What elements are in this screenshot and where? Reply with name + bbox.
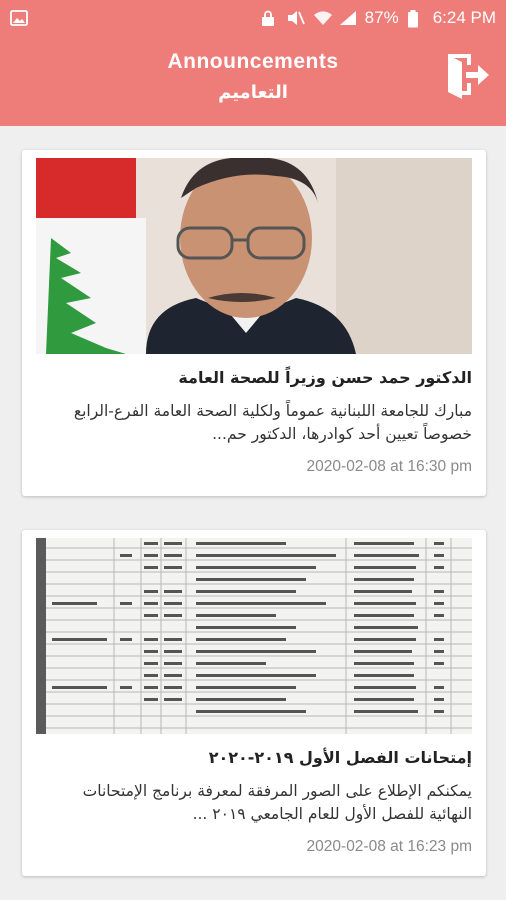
exit-door-icon: [444, 51, 490, 103]
announcement-date: 2020-02-08 at 16:30 pm: [306, 458, 472, 475]
app-bar: [0, 36, 506, 126]
signal-icon: [339, 10, 357, 26]
battery-icon: [407, 10, 425, 26]
clock: 6:24 PM: [432, 8, 496, 27]
announcement-excerpt: يمكنكم الإطلاع على الصور المرفقة لمعرفة برنامج الإمتحانات النهائية للفصل الأول للعام الجامعي ٢٠١٩ ...: [82, 782, 472, 823]
announcement-list: [22, 150, 486, 900]
lock-icon: [261, 10, 279, 26]
announcement-image: [36, 158, 472, 354]
status-bar: [0, 0, 506, 36]
announcement-title: إمتحانات الفصل الأول ٢٠١٩-٢٠٢٠: [208, 748, 472, 767]
logout-button[interactable]: [442, 52, 492, 102]
announcement-card[interactable]: [22, 150, 486, 496]
page-title-arabic: التعاميم: [218, 82, 288, 103]
page-title: Announcements: [167, 50, 339, 73]
announcement-date: 2020-02-08 at 16:23 pm: [306, 838, 472, 855]
announcement-card[interactable]: [22, 530, 486, 876]
image-icon: [10, 10, 28, 26]
announcement-title: الدكتور حمد حسن وزيراً للصحة العامة: [178, 368, 472, 387]
battery-percent: 87%: [364, 8, 399, 27]
wifi-icon: [313, 10, 331, 26]
mute-icon: [287, 10, 305, 26]
announcement-image: [36, 538, 472, 734]
announcement-excerpt: مبارك للجامعة اللبنانية عموماً ولكلية الصحة العامة الفرع-الرابع خصوصاً تعيين أحد كوادرها، الدكتور حم...: [73, 402, 472, 443]
